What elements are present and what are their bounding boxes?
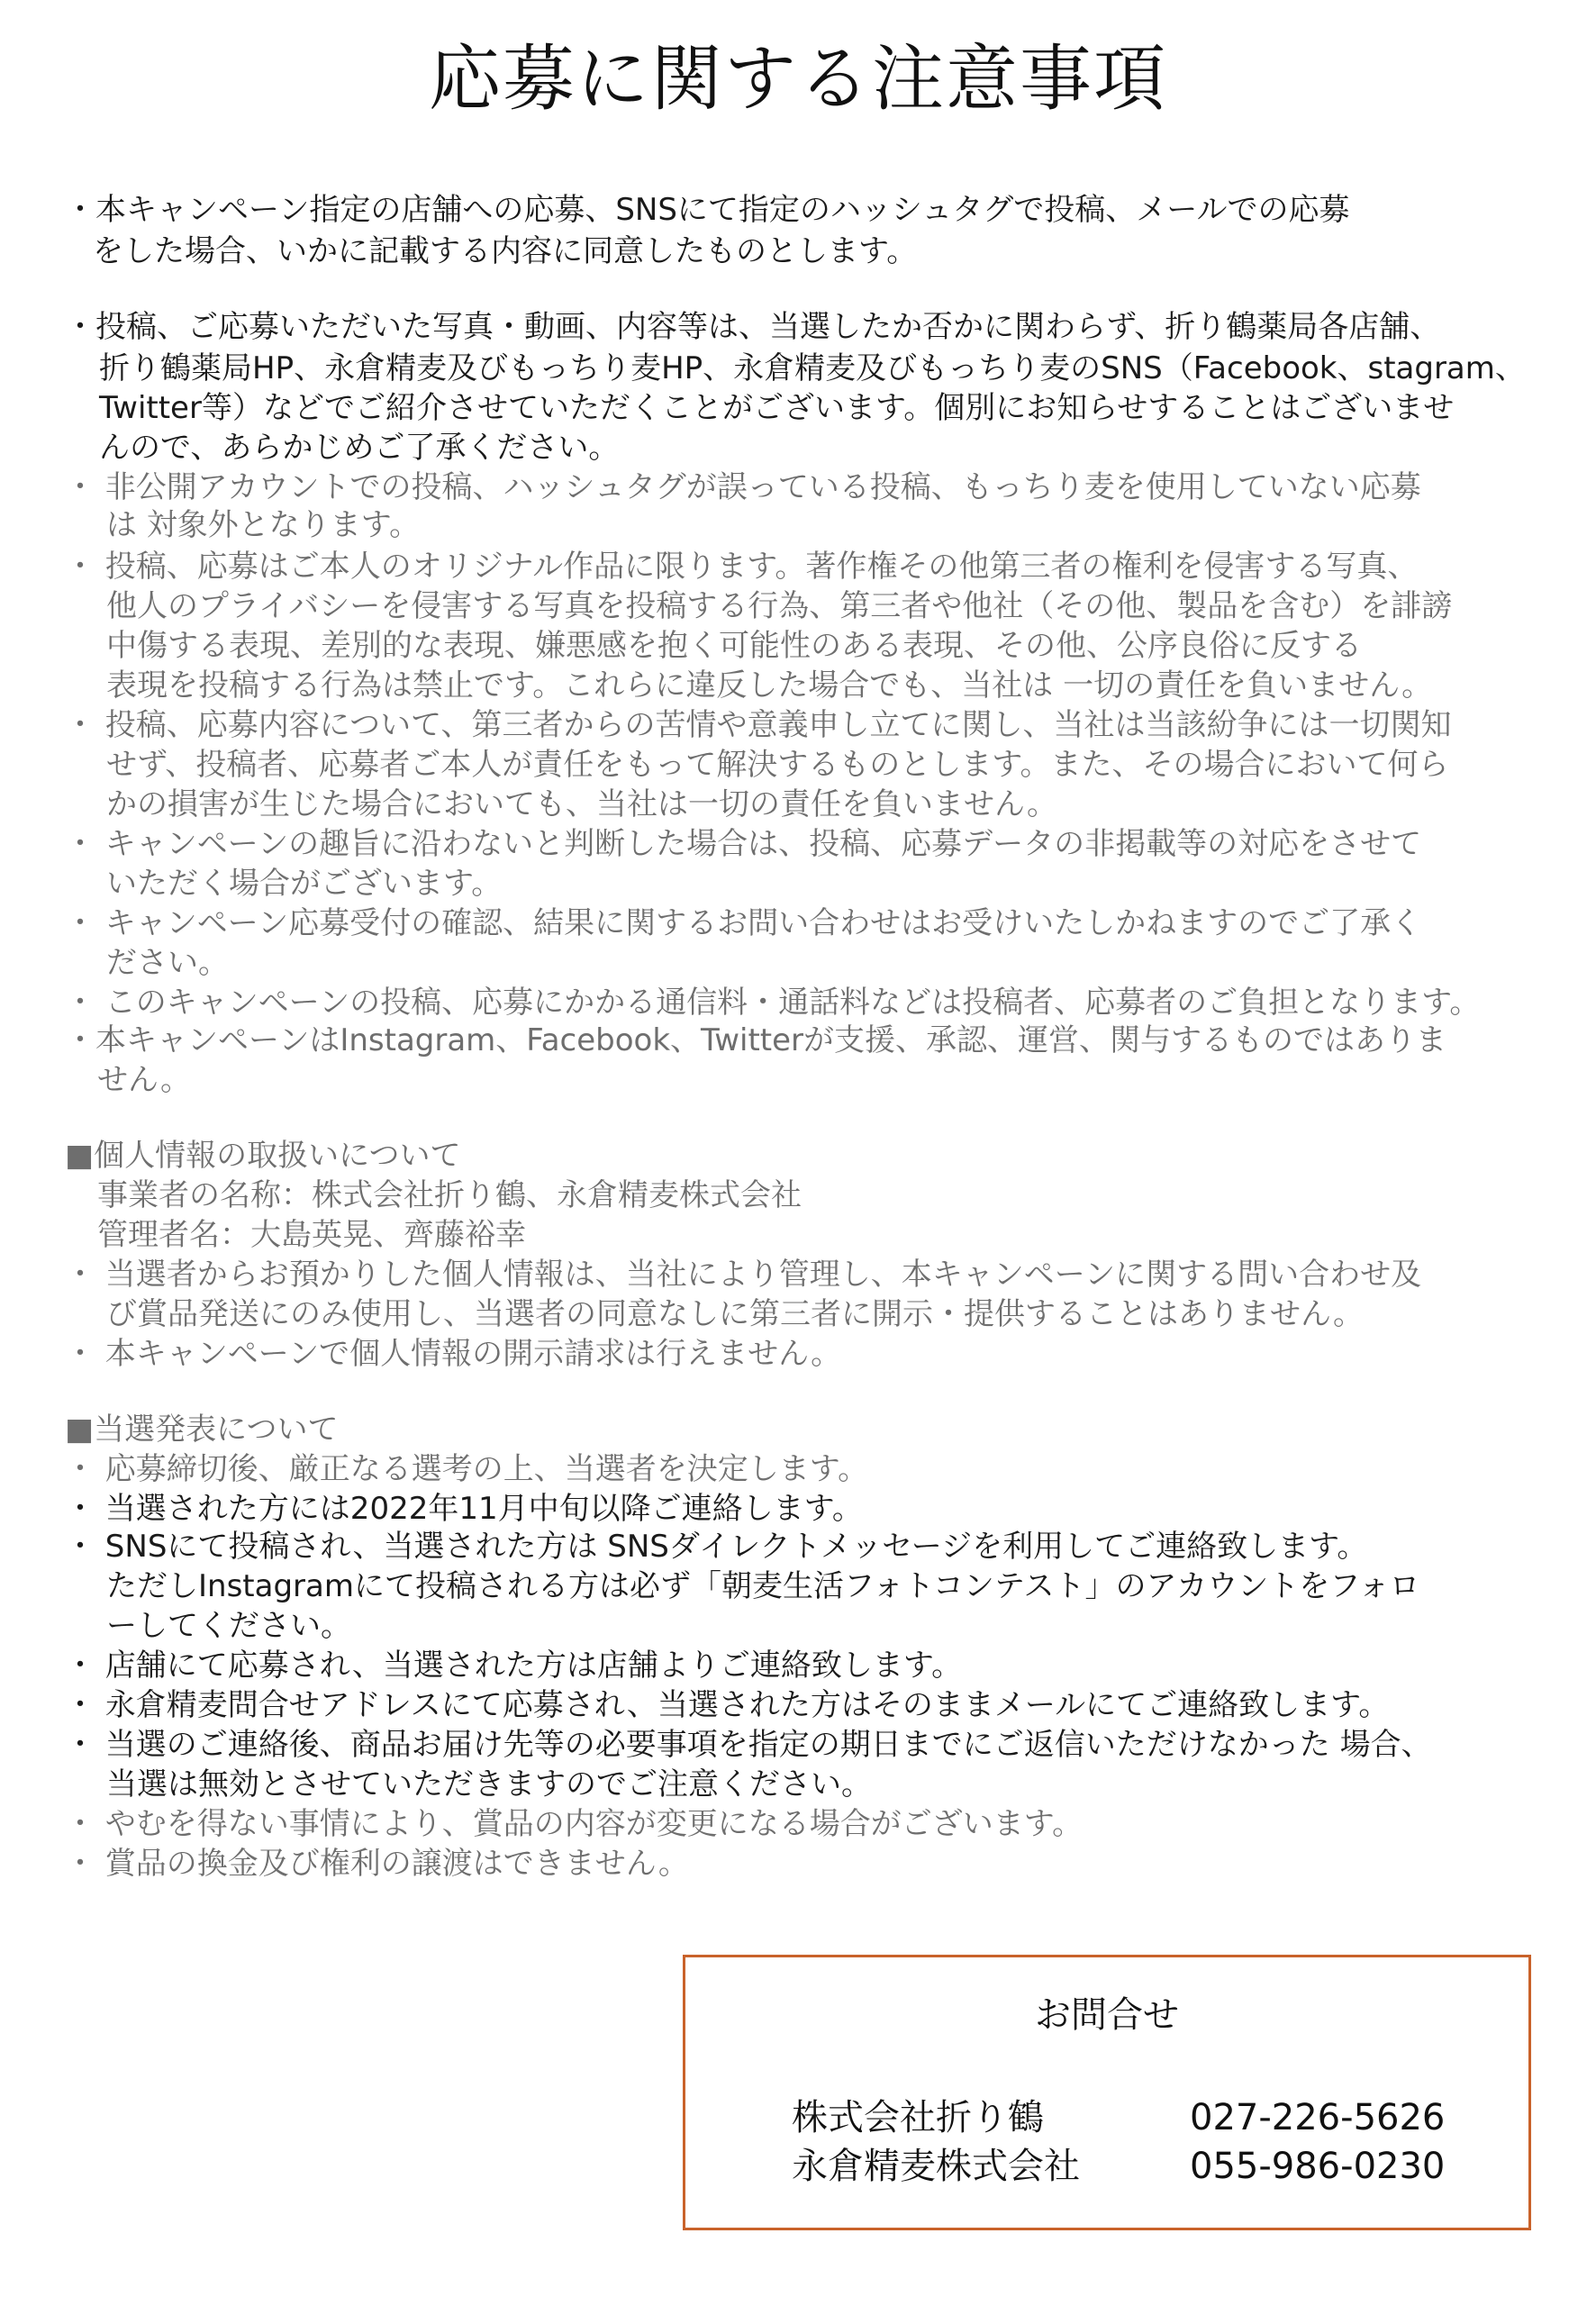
notice-line: せず、投稿者、応募者ご本人が責任をもって解決するものとします。また、その場合において何ら [106, 747, 1449, 783]
notice-line: 当選は無効とさせていただきますのでご注意ください。 [106, 1766, 872, 1802]
section-heading: ■個人情報の取扱いについて [65, 1138, 461, 1174]
notice-line: は 対象外となります。 [106, 507, 421, 543]
notice-line: ただしInstagramにて投稿される方は必ず「朝麦生活フォトコンテスト」のアカウントをフォロ [106, 1568, 1420, 1604]
contact-heading: お問合せ [1035, 1994, 1179, 2036]
notice-line: 管理者名：大島英晃、齊藤裕幸 [97, 1217, 526, 1253]
notice-line: ・ キャンペーン応募受付の確認、結果に関するお問い合わせはお受けいたしかねますのでご了承く [65, 905, 1422, 941]
notice-line: ・本キャンペーンはInstagram、Facebook、Twitterが支援、承認、運営、関与するものではありま [65, 1022, 1446, 1058]
notice-line: 折り鶴薬局HP、永倉精麦及びもっちり麦HP、永倉精麦及びもっちり麦のSNS（Facebook、stagram、 [99, 350, 1526, 386]
notice-line: 他人のプライバシーを侵害する写真を投稿する行為、第三者や他社（その他、製品を含む）を誹謗 [106, 588, 1453, 624]
notice-line: ・ SNSにて投稿され、当選された方は SNSダイレクトメッセージを利用してご連絡致します。 [65, 1529, 1368, 1565]
notice-line: Twitter等）などでご紹介させていただくことがございます。個別にお知らせすることはございませ [99, 390, 1455, 426]
contact-company-name: 永倉精麦株式会社 [792, 2146, 1080, 2187]
notice-line: ・ 賞品の換金及び権利の譲渡はできません。 [65, 1846, 689, 1882]
notice-line: ・ 投稿、応募はご本人のオリジナル作品に限ります。著作権その他第三者の権利を侵害する写真、 [65, 549, 1419, 585]
notice-line: 表現を投稿する行為は禁止です。これらに違反した場合でも、当社は 一切の責任を負いません。 [106, 667, 1433, 704]
notice-line: かの損害が生じた場合においても、当社は一切の責任を負いません。 [106, 786, 1058, 822]
notice-line: ・ 当選者からお預かりした個人情報は、当社により管理し、本キャンペーンに関する問い合わせ及 [65, 1257, 1422, 1293]
notice-line: ・ 当選された方には2022年11月中旬以降ご連絡します。 [65, 1491, 863, 1527]
page-title: 応募に関する注意事項 [429, 37, 1167, 121]
notice-line: んので、あらかじめご了承ください。 [99, 430, 620, 466]
notice-line: ・ やむを得ない事情により、賞品の内容が変更になる場合がございます。 [65, 1806, 1084, 1842]
notice-line: ださい。 [106, 945, 229, 981]
notice-line: 中傷する表現、差別的な表現、嫌悪感を抱く可能性のある表現、その他、公序良俗に反する [106, 628, 1362, 664]
notice-line: ・ 店舗にて応募され、当選された方は店舗よりご連絡致します。 [65, 1648, 963, 1684]
notice-line: ・ キャンペーンの趣旨に沿わないと判断した場合は、投稿、応募データの非掲載等の対応をさせて [65, 826, 1422, 862]
notice-line: をした場合、いかに記載する内容に同意したものとします。 [93, 233, 918, 269]
notice-line: び賞品発送にのみ使用し、当選者の同意なしに第三者に開示・提供することはありません。 [106, 1296, 1365, 1332]
contact-company-name: 株式会社折り鶴 [792, 2097, 1044, 2138]
notice-line: ・ 非公開アカウントでの投稿、ハッシュタグが誤っている投稿、もっちり麦を使用していない応募 [65, 469, 1421, 505]
notice-line: ・ 応募締切後、厳正なる選考の上、当選者を決定します。 [65, 1451, 869, 1487]
notice-line: ーしてください。 [106, 1608, 351, 1644]
notice-line: ・本キャンペーン指定の店舗への応募、SNSにて指定のハッシュタグで投稿、メールでの応募 [65, 192, 1350, 228]
section-heading: ■当選発表について [65, 1412, 339, 1448]
notice-line: 事業者の名称：株式会社折り鶴、永倉精麦株式会社 [97, 1177, 802, 1213]
notice-line: ・投稿、ご応募いただいた写真・動画、内容等は、当選したか否かに関わらず、折り鶴薬局各店舗、 [65, 309, 1441, 345]
notice-line: いただく場合がございます。 [106, 866, 503, 902]
notice-line: ・ 本キャンペーンで個人情報の開示請求は行えません。 [65, 1336, 842, 1372]
notice-line: ・ 投稿、応募内容について、第三者からの苦情や意義申し立てに関し、当社は当該紛争には一切関知 [65, 707, 1452, 743]
notice-line: ・ 永倉精麦問合せアドレスにて応募され、当選された方はそのままメールにてご連絡致します。 [65, 1687, 1390, 1723]
contact-phone-number: 055-986-0230 [1190, 2146, 1446, 2187]
contact-box [683, 1955, 1531, 2230]
notice-line: ・ 当選のご連絡後、商品お届け先等の必要事項を指定の期日までにご返信いただけなかった 場合、 [65, 1727, 1432, 1763]
notice-line: ・ このキャンペーンの投稿、応募にかかる通信料・通話料などは投稿者、応募者のご負担となります。 [65, 985, 1481, 1021]
contact-phone-number: 027-226-5626 [1190, 2097, 1446, 2138]
notice-line: せん。 [97, 1062, 192, 1098]
